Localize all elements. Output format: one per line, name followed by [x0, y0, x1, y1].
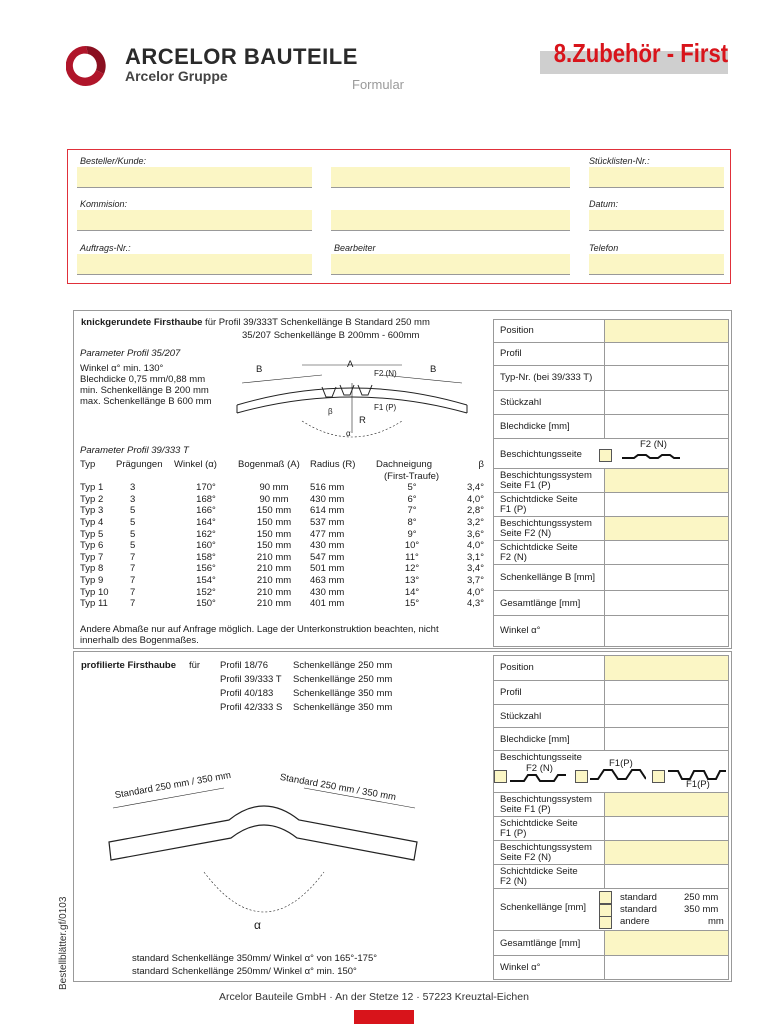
besteller-field-1[interactable]	[77, 167, 312, 188]
gesamt-field-2[interactable]	[604, 931, 728, 955]
label-telefon: Telefon	[589, 243, 619, 253]
table-cell: 3	[130, 493, 136, 505]
label-datum: Datum:	[589, 199, 619, 209]
param39-title: Parameter Profil 39/333 T	[80, 445, 189, 456]
table-cell: 547 mm	[310, 551, 345, 563]
row-position	[494, 320, 728, 343]
table-cell: 430 mm	[310, 493, 345, 505]
table-cell: 90 mm	[259, 493, 289, 505]
table-subheader: (First-Traufe)	[384, 470, 440, 482]
table-cell: 160°	[196, 540, 216, 552]
diagram-label-b-left: B	[256, 364, 263, 375]
table-cell: Typ 7	[80, 551, 104, 563]
table-cell: 10°	[404, 540, 420, 552]
profile-3-length: Schenkellänge 350 mm	[293, 688, 393, 699]
label-schicht-f1: Schichtdicke Seite F1 (P)	[500, 494, 578, 515]
schicht-f2-field-2[interactable]	[604, 865, 728, 888]
diagram-label-b-right: B	[430, 364, 437, 375]
table-cell: Typ 2	[80, 493, 104, 505]
row-schicht-f1-2	[494, 817, 728, 841]
section2-note-2: standard Schenkellänge 250mm/ Winkel α° min. 150°	[132, 966, 357, 977]
row-schicht-f1	[494, 493, 728, 517]
label-stueckzahl-2: Stückzahl	[500, 711, 542, 722]
label-besch-f2-2: Beschichtungssystem Seite F2 (N)	[500, 842, 592, 863]
section1-title	[81, 317, 430, 328]
section-knickgerundet	[73, 310, 732, 649]
diagram-label-f1: F1 (P)	[374, 403, 397, 412]
table-cell: 162°	[196, 528, 216, 540]
section1-right-table	[493, 319, 729, 647]
label-kommision: Kommision:	[80, 199, 128, 209]
table-cell: 9°	[407, 528, 417, 540]
row-schenkel	[494, 565, 728, 591]
label-schicht-f2-2: Schichtdicke Seite F2 (N)	[500, 866, 578, 887]
table-cell: Typ 8	[80, 563, 104, 575]
diagram-label-r: R	[359, 415, 366, 426]
table-cell: 90 mm	[259, 482, 289, 494]
table-cell: 463 mm	[310, 574, 345, 586]
table-cell: 7°	[407, 505, 417, 517]
row-profil	[494, 343, 728, 366]
label-auftrag: Auftrags-Nr.:	[80, 243, 131, 253]
table-cell: 3,1°	[466, 551, 484, 563]
besch-f2-field[interactable]	[604, 517, 728, 540]
table-cell: 158°	[196, 551, 216, 563]
table-cell: 210 mm	[256, 586, 292, 598]
table-cell: Typ 4	[80, 516, 104, 528]
label-schicht-f2: Schichtdicke Seite F2 (N)	[500, 542, 578, 563]
schenkel-field[interactable]	[604, 565, 728, 590]
row-besch-f2	[494, 517, 728, 541]
profile-option-2-icon	[590, 767, 646, 786]
table-cell: 4,0°	[466, 540, 484, 552]
blechdicke-field[interactable]	[604, 415, 728, 438]
table-cell: 3,6°	[466, 528, 484, 540]
row-stueckzahl-2	[494, 705, 728, 728]
profile-option-3-icon	[668, 767, 726, 786]
table-cell: 12°	[404, 563, 420, 575]
table-cell: 150 mm	[256, 528, 292, 540]
schenkel-option-3-value: mm	[708, 916, 724, 927]
label-profil: Profil	[500, 348, 522, 359]
table-cell: 156°	[196, 563, 216, 575]
profile-4-name: Profil 42/333 S	[220, 702, 283, 713]
table-cell: 210 mm	[256, 574, 292, 586]
label-stueckliste: Stücklisten-Nr.:	[589, 156, 650, 166]
customer-info-box	[67, 149, 731, 284]
row-beschichtungsseite-2	[494, 751, 728, 793]
table-cell: 7	[130, 586, 136, 598]
table-cell: 3,4°	[466, 563, 484, 575]
table-subheader-row	[80, 471, 484, 483]
table-cell: 7	[130, 598, 136, 610]
section2-title: profilierte Firsthaube	[81, 660, 177, 671]
label-f2n-2: F2 (N)	[526, 763, 553, 774]
table-cell: 614 mm	[310, 505, 345, 517]
schenkel-option-1-label: standard	[620, 892, 657, 903]
param35-line-4: max. Schenkellänge B 600 mm	[80, 396, 212, 407]
row-gesamt	[494, 591, 728, 616]
table-header: β	[478, 459, 484, 470]
telefon-field[interactable]	[589, 254, 724, 275]
besch-f2-field-2[interactable]	[604, 841, 728, 864]
schenkel-option-1-value: 250 mm	[684, 892, 719, 903]
table-cell: 6°	[407, 493, 417, 505]
footer-accent-bar	[354, 1010, 414, 1024]
row-schenkel-2	[494, 889, 728, 931]
table-header: Typ	[80, 459, 96, 470]
table-cell: Typ 3	[80, 505, 104, 517]
label-blechdicke: Blechdicke [mm]	[500, 421, 570, 432]
table-cell: 152°	[196, 586, 216, 598]
row-blechdicke	[494, 415, 728, 439]
table-cell: 7	[130, 574, 136, 586]
schenkel-option-2-value: 350 mm	[684, 904, 719, 915]
schicht-f1-field-2[interactable]	[604, 817, 728, 840]
table-cell: 477 mm	[310, 528, 345, 540]
profile-3-name: Profil 40/183	[220, 688, 274, 699]
table-cell: Typ 10	[80, 586, 109, 598]
stueckzahl-field[interactable]	[604, 391, 728, 414]
table-cell: 5	[130, 540, 136, 552]
label-f2n: F2 (N)	[640, 439, 667, 450]
label-schenkel: Schenkellänge B [mm]	[500, 572, 596, 583]
table-cell: 210 mm	[256, 563, 292, 575]
position-field[interactable]	[604, 320, 728, 342]
label-winkel: Winkel α°	[500, 625, 541, 636]
table-row	[80, 494, 484, 506]
param35-line-1: Winkel α° min. 130°	[80, 363, 164, 374]
table-header: Bogenmaß (A)	[238, 459, 300, 470]
section-profiliert	[73, 651, 732, 982]
table-cell: 430 mm	[310, 540, 345, 552]
row-profil-2	[494, 681, 728, 705]
section2-right-table	[493, 655, 729, 980]
besch-f1-field-2[interactable]	[604, 793, 728, 816]
profiliert-diagram	[99, 782, 429, 922]
table-row	[80, 552, 484, 564]
table-cell: 5	[130, 505, 136, 517]
stueckzahl-field-2[interactable]	[604, 705, 728, 727]
besteller-field-2[interactable]	[331, 167, 570, 188]
besch-f1-field[interactable]	[604, 469, 728, 492]
row-besch-f2-2	[494, 841, 728, 865]
section2-note-1: standard Schenkellänge 350mm/ Winkel α° von 165°-175°	[132, 953, 378, 964]
table-cell: 516 mm	[310, 482, 345, 494]
table-row	[80, 575, 484, 587]
diagram-dim-right: Standard 250 mm / 350 mm	[278, 771, 397, 804]
label-position-2: Position	[500, 662, 534, 673]
table-cell: 4,0°	[466, 586, 484, 598]
datum-field[interactable]	[589, 210, 724, 231]
firsthaube-diagram	[232, 353, 482, 443]
table-row	[80, 540, 484, 552]
row-stueckzahl	[494, 391, 728, 415]
section1-line2: 35/207 Schenkellänge B 200mm - 600mm	[242, 330, 420, 341]
table-cell: 150 mm	[256, 516, 292, 528]
table-cell: 5°	[407, 482, 417, 494]
schicht-f2-field[interactable]	[604, 541, 728, 564]
profil-field[interactable]	[604, 343, 728, 365]
diagram-alpha: α	[254, 918, 261, 932]
label-bearbeiter: Bearbeiter	[334, 243, 376, 253]
table-header-row	[80, 459, 484, 471]
table-cell: 168°	[196, 493, 216, 505]
table-cell: Typ 9	[80, 574, 104, 586]
row-besch-f1-2	[494, 793, 728, 817]
label-gesamt-2: Gesamtlänge [mm]	[500, 938, 581, 949]
table-cell: Typ 11	[80, 598, 108, 610]
table-cell: 5	[130, 516, 136, 528]
schenkel-option-3-checkbox[interactable]	[599, 916, 612, 929]
row-winkel-2	[494, 956, 728, 979]
stueckliste-field[interactable]	[589, 167, 724, 188]
table-header: Dachneigung	[376, 459, 432, 470]
table-cell: 7	[130, 551, 136, 563]
table-cell: 150°	[196, 598, 216, 610]
profile-1-length: Schenkellänge 250 mm	[293, 660, 393, 671]
table-cell: Typ 1	[80, 482, 104, 494]
table-cell: 3,7°	[466, 574, 484, 586]
table-cell: 4,0°	[466, 493, 484, 505]
table-header: Prägungen	[116, 459, 163, 470]
param35-title: Parameter Profil 35/207	[80, 348, 181, 359]
label-blechdicke-2: Blechdicke [mm]	[500, 734, 570, 745]
section1-title-bold: knickgerundete Firsthaube	[81, 317, 203, 328]
table-cell: 13°	[404, 574, 420, 586]
table-cell: 164°	[196, 516, 216, 528]
table-cell: 170°	[196, 482, 216, 494]
blechdicke-field-2[interactable]	[604, 728, 728, 750]
row-gesamt-2	[494, 931, 728, 956]
brand-name: ARCELOR BAUTEILE	[125, 44, 358, 69]
table-row	[80, 587, 484, 599]
profile-1-name: Profil 18/76	[220, 660, 269, 671]
table-row	[80, 517, 484, 529]
label-schicht-f1-2: Schichtdicke Seite F1 (P)	[500, 818, 578, 839]
winkel-field-2[interactable]	[604, 956, 728, 979]
table-cell: 150 mm	[256, 505, 292, 517]
table-cell: 3,2°	[466, 516, 484, 528]
beschichtung-option-2-checkbox[interactable]	[575, 770, 588, 783]
row-position-2	[494, 656, 728, 681]
label-beschichtungsseite: Beschichtungsseite	[500, 449, 582, 460]
profile-4-length: Schenkellänge 350 mm	[293, 702, 393, 713]
table-cell: 210 mm	[256, 598, 292, 610]
row-schicht-f2-2	[494, 865, 728, 889]
typ-table	[80, 459, 484, 610]
table-cell: 3	[130, 482, 136, 494]
table-cell: 401 mm	[310, 598, 345, 610]
profile-2-name: Profil 39/333 T	[220, 674, 282, 685]
table-cell: 15°	[404, 598, 420, 610]
row-besch-f1	[494, 469, 728, 493]
label-besteller: Besteller/Kunde:	[80, 156, 147, 166]
table-cell: 166°	[196, 505, 216, 517]
label-winkel-2: Winkel α°	[500, 962, 541, 973]
table-cell: 150 mm	[256, 540, 292, 552]
table-cell: Typ 5	[80, 528, 104, 540]
table-cell: 11°	[405, 551, 419, 563]
brand-subtitle: Arcelor Gruppe	[125, 68, 228, 84]
table-cell: 2,8°	[466, 505, 484, 517]
table-cell: 210 mm	[256, 551, 292, 563]
table-cell: 537 mm	[310, 516, 345, 528]
table-header: Radius (R)	[310, 459, 356, 470]
diagram-label-alpha: α	[346, 429, 351, 438]
param35-line-3: min. Schenkellänge B 200 mm	[80, 385, 209, 396]
kommision-field-1[interactable]	[77, 210, 312, 231]
label-besch-f1-2: Beschichtungssystem Seite F1 (P)	[500, 794, 592, 815]
label-position: Position	[500, 325, 534, 336]
diagram-label-beta: β	[328, 407, 333, 416]
diagram-dim-left: Standard 250 mm / 350 mm	[113, 769, 232, 802]
label-typ-nr: Typ-Nr. (bei 39/333 T)	[500, 372, 593, 383]
kommision-field-2[interactable]	[331, 210, 570, 231]
table-row	[80, 505, 484, 517]
position-field-2[interactable]	[604, 656, 728, 680]
profile-option-1-icon	[510, 771, 568, 789]
diagram-label-a: A	[347, 359, 354, 370]
row-schicht-f2	[494, 541, 728, 565]
brand-logo-icon	[66, 44, 106, 88]
label-gesamt: Gesamtlänge [mm]	[500, 598, 581, 609]
bearbeiter-field[interactable]	[331, 254, 570, 275]
section1-note: Andere Abmaße nur auf Anfrage möglich. Lage der Unterkonstruktion beachten, nicht innerhalb des Bogenmaßes.	[80, 624, 439, 646]
label-beschichtungsseite-2: Beschichtungsseite	[500, 752, 582, 763]
table-cell: 501 mm	[310, 563, 345, 575]
table-cell: Typ 6	[80, 540, 104, 552]
label-f1p-a: F1(P)	[609, 758, 633, 769]
table-header: Winkel (α)	[174, 459, 217, 470]
footer-address: Arcelor Bauteile GmbH · An der Stetze 12 · 57223 Kreuztal-Eichen	[219, 991, 529, 1003]
table-row	[80, 529, 484, 541]
form-label: Formular	[352, 77, 405, 92]
schenkel-option-2-label: standard	[620, 904, 657, 915]
profil-field-2[interactable]	[604, 681, 728, 704]
winkel-field[interactable]	[604, 616, 728, 646]
beschichtungsseite-checkbox[interactable]	[599, 449, 612, 462]
param35-line-2: Blechdicke 0,75 mm/0,88 mm	[80, 374, 206, 385]
row-blechdicke-2	[494, 728, 728, 751]
diagram-label-f2: F2 (N)	[374, 369, 397, 378]
profile-f2-icon	[622, 451, 680, 469]
page-title: 8.Zubehör - First	[553, 38, 728, 68]
row-winkel	[494, 616, 728, 646]
beschichtung-option-1-checkbox[interactable]	[494, 770, 507, 783]
label-besch-f1: Beschichtungssystem Seite F1 (P)	[500, 470, 592, 491]
gesamt-field[interactable]	[604, 591, 728, 615]
schicht-f1-field[interactable]	[604, 493, 728, 516]
beschichtung-option-3-checkbox[interactable]	[652, 770, 665, 783]
typ-nr-field[interactable]	[604, 366, 728, 390]
side-reference-text: Bestellblätter.gf/0103	[58, 896, 69, 990]
schenkel-option-3-label: andere	[620, 916, 650, 927]
table-row	[80, 563, 484, 575]
auftrag-field[interactable]	[77, 254, 312, 275]
row-typ-nr	[494, 366, 728, 391]
schenkel-option-1-checkbox[interactable]	[599, 891, 612, 904]
profile-2-length: Schenkellänge 250 mm	[293, 674, 393, 685]
label-schenkel-2: Schenkellänge [mm]	[500, 902, 587, 913]
section2-fuer: für	[189, 660, 201, 671]
table-cell: 8°	[407, 516, 417, 528]
row-beschichtungsseite	[494, 439, 728, 469]
table-row	[80, 598, 484, 610]
label-f1p-b: F1(P)	[686, 779, 710, 790]
table-cell: 430 mm	[310, 586, 345, 598]
label-stueckzahl: Stückzahl	[500, 397, 542, 408]
section1-title-rest: für Profil 39/333T Schenkellänge B Standard 250 mm	[202, 317, 430, 328]
table-cell: 3,4°	[466, 482, 484, 494]
table-cell: 7	[130, 563, 136, 575]
label-besch-f2: Beschichtungssystem Seite F2 (N)	[500, 518, 592, 539]
table-row	[80, 482, 484, 494]
table-cell: 14°	[404, 586, 420, 598]
table-cell: 4,3°	[466, 598, 484, 610]
table-cell: 5	[130, 528, 136, 540]
label-profil-2: Profil	[500, 687, 522, 698]
table-cell: 154°	[196, 574, 216, 586]
